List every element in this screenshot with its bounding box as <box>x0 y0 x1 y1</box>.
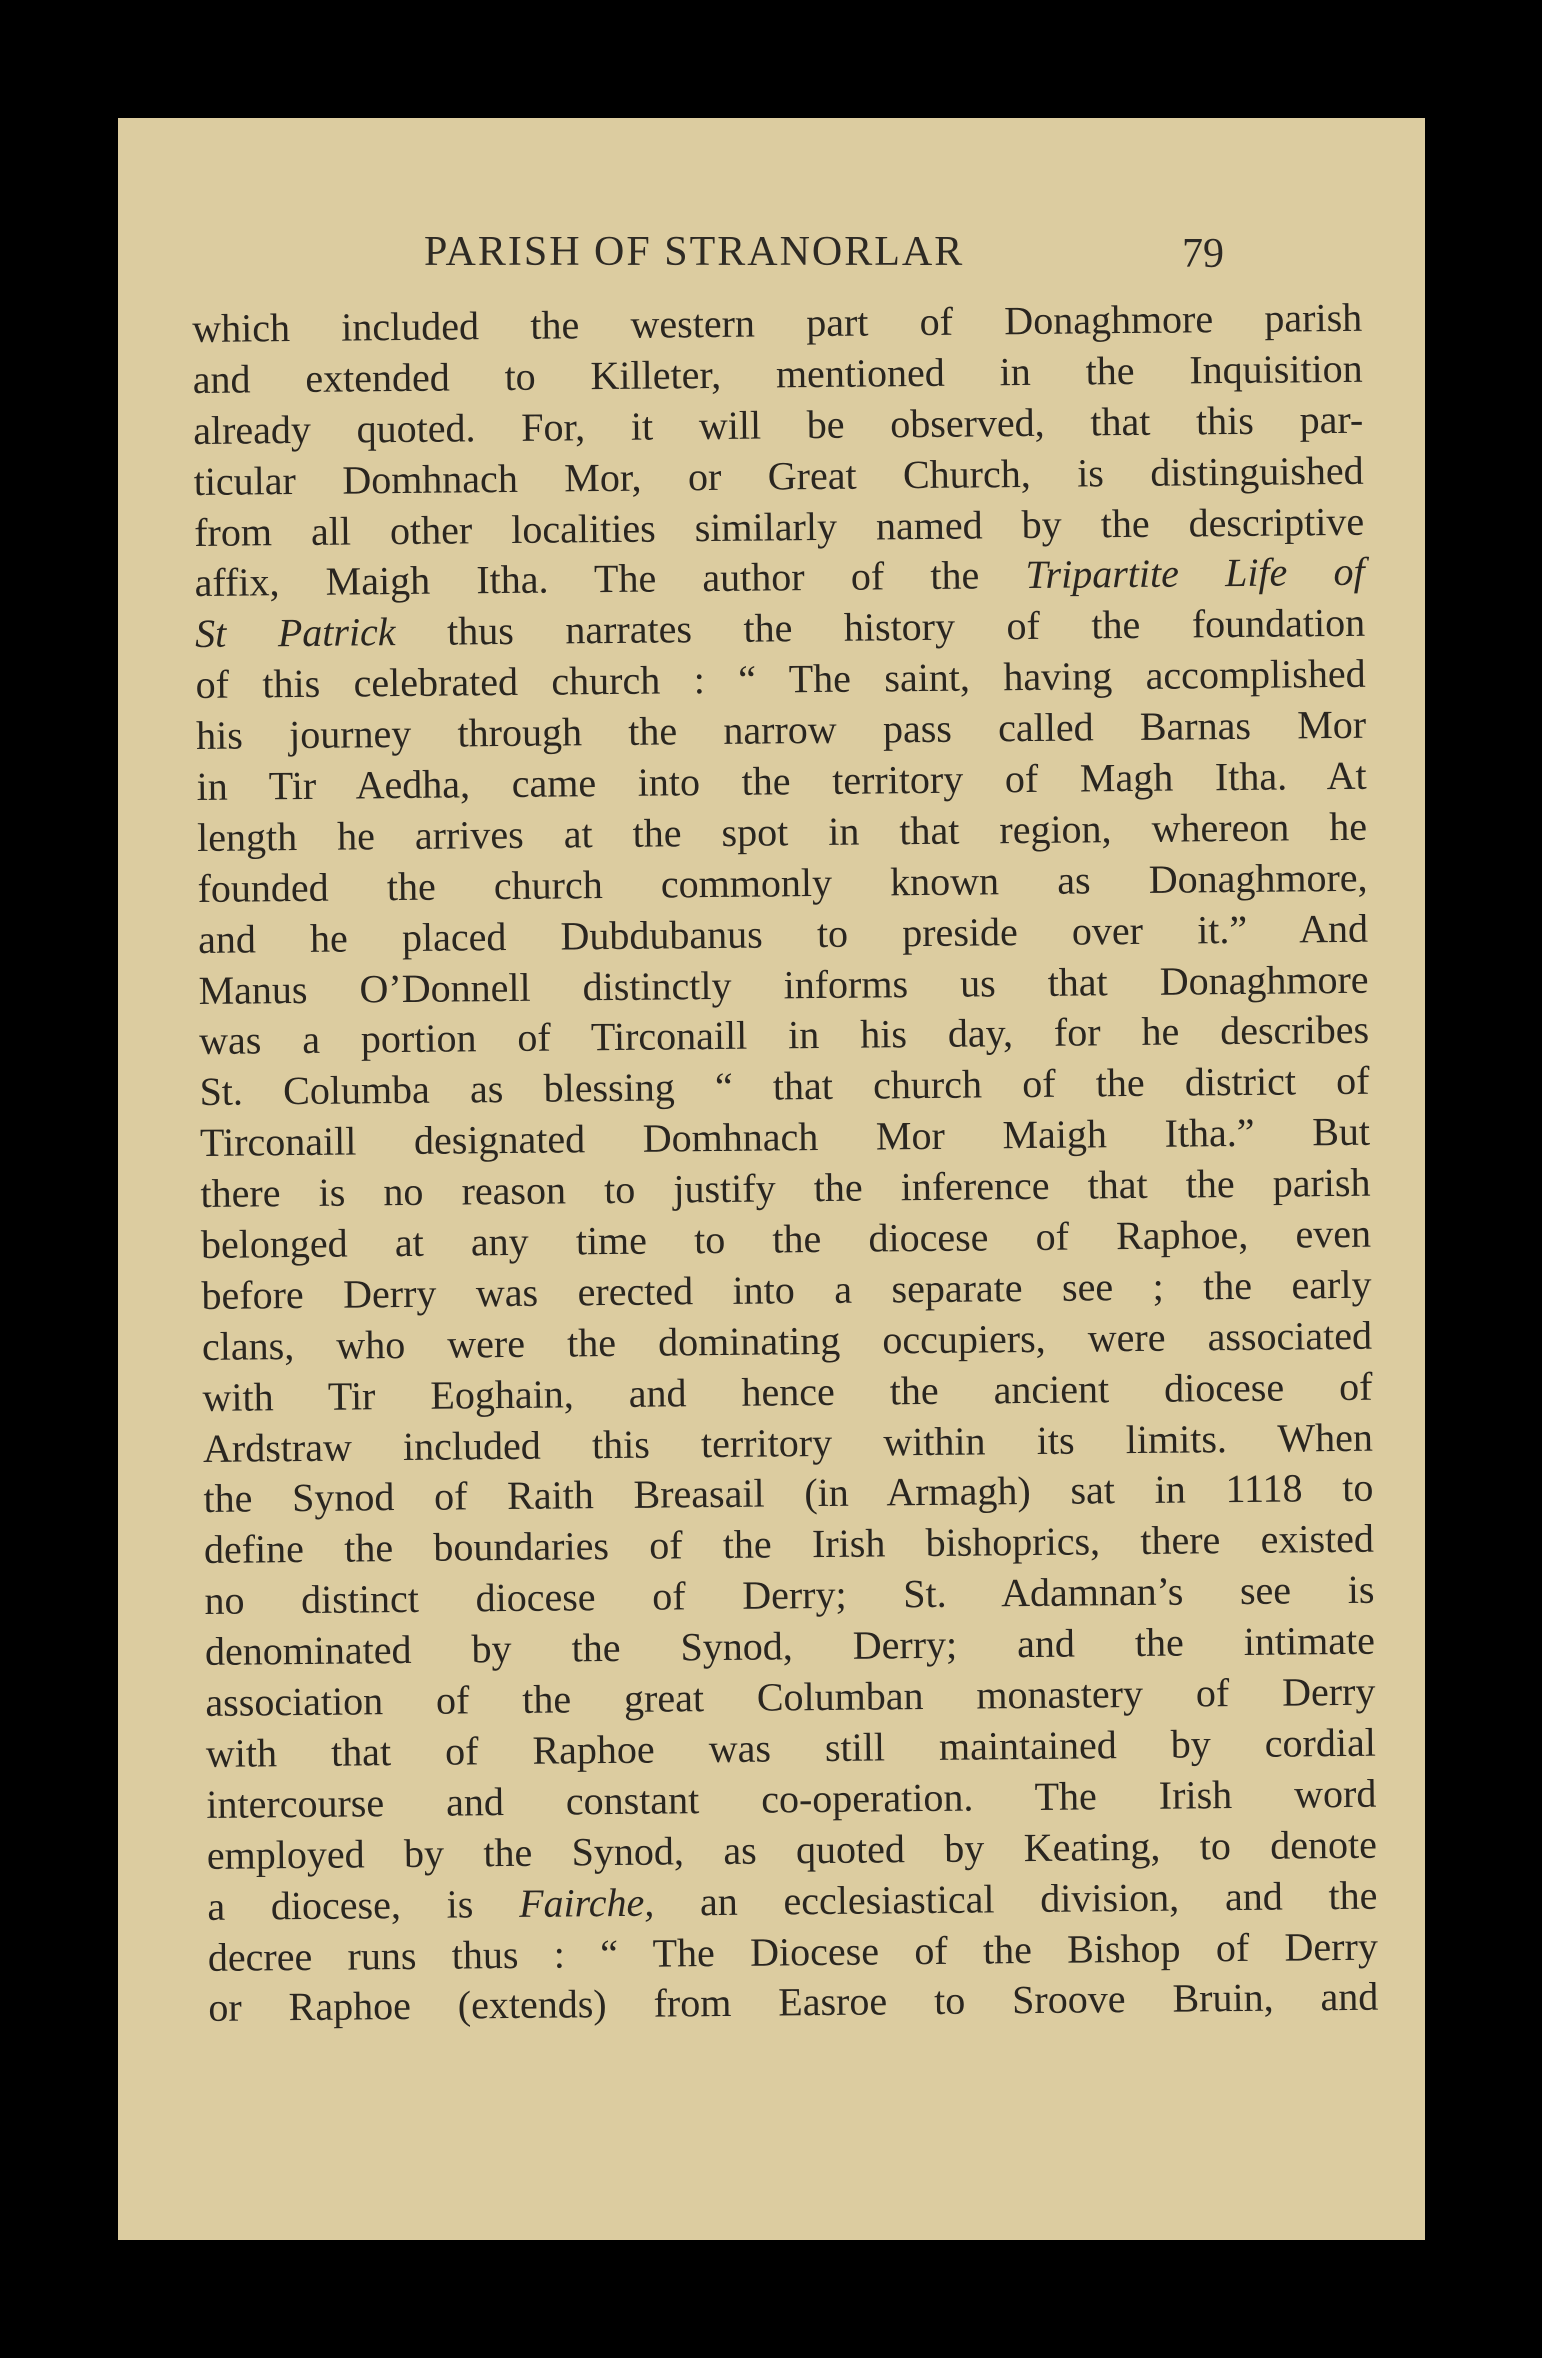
text-line: or Raphoe (extends) from Easroe to Sroove Bruin, and <box>208 1974 1379 2031</box>
book-title-italic: Tripartite Life of <box>1025 549 1365 598</box>
book-title-italic: St Patrick <box>194 609 396 657</box>
text-line: length he arrives at the spot in that region, whereon he <box>196 803 1368 860</box>
text-line: and extended to Killeter, mentioned in the Inquisition <box>192 345 1363 402</box>
text-segment: affix, Maigh Itha. The author of the <box>194 552 980 606</box>
text-line: already quoted. For, it will be observed, that this par- <box>192 396 1364 453</box>
book-page <box>118 118 1425 2240</box>
text-line: clans, who were the dominating occupiers, were associated <box>201 1312 1373 1369</box>
text-line: intercourse and constant co-operation. The Irish word <box>206 1770 1377 1827</box>
page-header <box>118 218 1425 298</box>
text-line: and he placed Dubdubanus to preside over it.” And <box>197 905 1369 962</box>
text-line: of this celebrated church : “ The saint, having accomplished <box>195 650 1366 708</box>
text-line: which included the western part of Donaghmore parish <box>192 294 1363 351</box>
text-line: denominated by the Synod, Derry; and the intimate <box>204 1617 1376 1675</box>
text-line: Manus O’Donnell distinctly informs us that Donaghmore <box>198 956 1369 1013</box>
text-line: no distinct diocese of Derry; St. Adamnan’s see is <box>204 1566 1375 1624</box>
text-segment: thus narrates the history of the foundation <box>446 600 1366 654</box>
text-line: association of the great Columban monastery of Derry <box>205 1668 1376 1725</box>
text-line: his journey through the narrow pass called Barnas Mor <box>195 701 1367 759</box>
text-line: from all other localities similarly named by the descriptive <box>193 498 1365 555</box>
text-line: with that of Raphoe was still maintained by cordial <box>205 1719 1377 1776</box>
text-line: in Tir Aedha, came into the territory of Magh Itha. At <box>196 752 1367 809</box>
text-line: employed by the Synod, as quoted by Keating, to denote <box>206 1821 1378 1878</box>
text-line: with Tir Eoghain, and hence the ancient diocese of <box>202 1363 1373 1420</box>
text-line: Tirconaill designated Domhnach Mor Maigh Itha.” But <box>199 1108 1371 1166</box>
text-line: belonged at any time to the diocese of Raphoe, even <box>200 1210 1372 1267</box>
page-number: 79 <box>1182 231 1224 277</box>
text-line: decree runs thus : “ The Diocese of the Bishop of Derry <box>207 1923 1379 1980</box>
text-line: was a portion of Tirconaill in his day, for he describes <box>198 1007 1370 1064</box>
term-italic: Fairche, <box>518 1879 655 1926</box>
text-line: there is no reason to justify the inference that the parish <box>200 1159 1371 1217</box>
body-text <box>192 293 1379 2034</box>
text-line: founded the church commonly known as Donaghmore, <box>197 854 1368 911</box>
text-line: ticular Domhnach Mor, or Great Church, is distinguished <box>193 447 1364 504</box>
text-line: St. Columba as blessing “ that church of the district of <box>199 1058 1370 1115</box>
text-segment: an ecclesiastical division, and the <box>699 1872 1378 1924</box>
text-line: define the boundaries of the Irish bishoprics, there existed <box>203 1516 1375 1573</box>
text-segment: a diocese, is <box>207 1880 474 1929</box>
text-line: Ardstraw included this territory within its limits. When <box>202 1414 1374 1471</box>
text-line: before Derry was erected into a separate see ; the early <box>201 1261 1372 1318</box>
text-line: the Synod of Raith Breasail (in Armagh) sat in 1118 to <box>203 1465 1374 1522</box>
running-title: PARISH OF STRANORLAR <box>424 229 965 275</box>
